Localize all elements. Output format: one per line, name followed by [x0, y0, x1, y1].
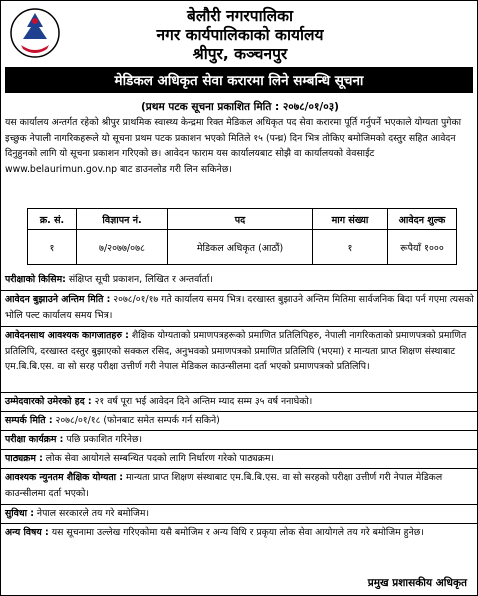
other-label: अन्य विषय : [5, 527, 49, 538]
municipality-name: बेलौरी नगरपालिका [186, 7, 294, 25]
deadline-text: २०७८/०१/१७ गते कार्यालय समय भित्र। दरखास्त बुझाउने अन्तिम मितिमा सार्वजनिक बिदा पर्न गएमा त्यसको भोलि पल्ट कार्यालय समय भित्र। [5, 294, 474, 321]
divider [1, 523, 478, 524]
cell-ad-number: ७/२०७७/०७८ [77, 230, 168, 265]
age-limit-label: उम्मेदवारको उमेरको हद : [5, 396, 92, 407]
cell-serial: १ [28, 230, 77, 265]
documents-section [5, 328, 475, 375]
cell-fee: रूपैयाँ १००० [388, 230, 457, 265]
divider [1, 430, 478, 431]
deadline-section [5, 292, 475, 323]
deadline-label: आवेदन बुझाउने अन्तिम मिति : [5, 294, 111, 305]
table-header-row [28, 209, 457, 230]
syllabus-section [5, 451, 475, 467]
exam-program-text: पछि प्रकाशित गरिनेछ। [63, 434, 142, 445]
contact-date-text: २०७८/०१/१८ (फोनबाट समेत सम्पर्क गर्न सकिने) [52, 415, 220, 426]
cell-position: मेडिकल अधिकृत (आठौं) [168, 230, 313, 265]
divider [1, 326, 478, 327]
documents-text: शैक्षिक योग्यताको प्रमाणपत्रहरूको प्रमाणित प्रतिलिपिहरु, नेपाली नागरिकताको प्रमाणपत्रको प्रमाणित प्रतिलिपि, दरखास्त दस्तुर बुझाएको सक्कल रसिद, अनुभवको प्रमाणपत्रको प्रमाणित प्रतिलिपि (भएमा) र मान्यता प्राप्त शिक्षण संस्थाबाट एम.बि.बि.एस. वा सो सरह परीक्षा उत्तीर्ण गरी नेपाल मेडिकल काउन्सीलमा दर्ता भएको प्रमाणपत्रको प्रतिलिपि। [5, 330, 467, 372]
table-row [28, 230, 457, 265]
office-address: श्रीपुर, कञ्चनपुर [192, 45, 288, 63]
exam-type-text: संक्षिप्त सूची प्रकाशन, लिखित र अन्तर्वार्ता। [65, 274, 213, 285]
contact-date-label: सम्पर्क मिति : [5, 415, 53, 426]
divider [1, 449, 478, 450]
col-demand: माग संख्या [313, 209, 388, 230]
cell-demand: १ [313, 230, 388, 265]
qualification-section [5, 470, 475, 501]
divider [1, 468, 478, 469]
qualification-label: आवश्यक न्युनतम शैक्षिक योग्यता : [5, 472, 124, 483]
intro-paragraph: यस कार्यालय अन्तर्गत रहेको श्रीपुर प्राथमिक स्वास्थ्य केन्द्रमा रिक्त मेडिकल अधिकृत पद सेवा करारमा पूर्ति गर्नुपर्ने भएकाले योग्यता पुगेका इच्छुक नेपाली नागरिकहरूले यो सूचना प्रथम पटक प्रकाशन भएको मितिले १५ (पन्ध्र) दिन भित्र तोकिए बमोजिमको दस्तुर सहित आवेदन दिनुहुनको लागि यो सूचना प्रकाशन गरिएको छ। आवेदन फाराम यस कार्यालयबाट सोझै वा कार्यालयको वेवसाईट www.belaurimun.gov.np बाट डाउनलोड गरी लिन सकिनेछ। [5, 117, 462, 175]
age-limit-text: २१ वर्ष पूरा भई आवेदन दिने अन्तिम म्याद सम्म ३५ वर्ष ननाघेको। [91, 396, 313, 407]
documents-label: आवेदनसाथ आवश्यक कागजातहरु : [5, 330, 129, 341]
facility-text: नेपाल सरकारले तय गरे बमोजिम। [33, 508, 150, 519]
col-position: पद [168, 209, 313, 230]
signature-title: प्रमुख प्रशासकीय अधिकृत [367, 577, 467, 589]
age-limit-section [5, 394, 475, 410]
exam-type-section [5, 272, 475, 288]
col-fee: आवेदन शुल्क [388, 209, 457, 230]
notice-title: मेडिकल अधिकृत सेवा करारमा लिने सम्बन्धि सूचना [5, 67, 473, 93]
exam-program-label: परीक्षा कार्यक्रम : [5, 434, 64, 445]
other-section [5, 525, 475, 541]
facility-label: सुविधा : [5, 508, 34, 519]
syllabus-label: पाठ्यक्रम : [5, 453, 43, 464]
vacancy-table [27, 208, 457, 265]
syllabus-text: लोक सेवा आयोगले सम्बन्धित पदको लागि निर्धारण गरेको पाठ्यक्रम। [42, 453, 274, 464]
divider [1, 411, 478, 412]
divider [1, 290, 478, 291]
qualification-text: मान्यता प्राप्त शिक्षण संस्थाबाट एम.बि.बि.एस. वा सो सरहको परीक्षा उत्तीर्ण गरी नेपाल मेडिकल काउन्सीलमा दर्ता भएको। [5, 472, 443, 499]
divider [1, 392, 478, 393]
contact-date-section [5, 413, 475, 429]
divider [1, 504, 478, 505]
first-published-date: (प्रथम पटक सूचना प्रकाशित मिति : २०७८/०१/०३) [141, 101, 339, 113]
exam-type-label: परीक्षाको किसिम: [5, 274, 66, 285]
facility-section [5, 506, 475, 522]
other-text: यस सूचनामा उल्लेख गरिएकोमा यसै बमोजिम र अन्य विधि र प्रकृया लोक सेवा आयोगले तय गरे बमोजिम हुनेछ। [48, 527, 424, 538]
exam-program-section [5, 432, 475, 448]
col-ad-number: विज्ञापन नं. [77, 209, 168, 230]
col-serial: क्र. सं. [28, 209, 77, 230]
office-name: नगर कार्यपालिकाको कार्यालय [156, 26, 324, 44]
